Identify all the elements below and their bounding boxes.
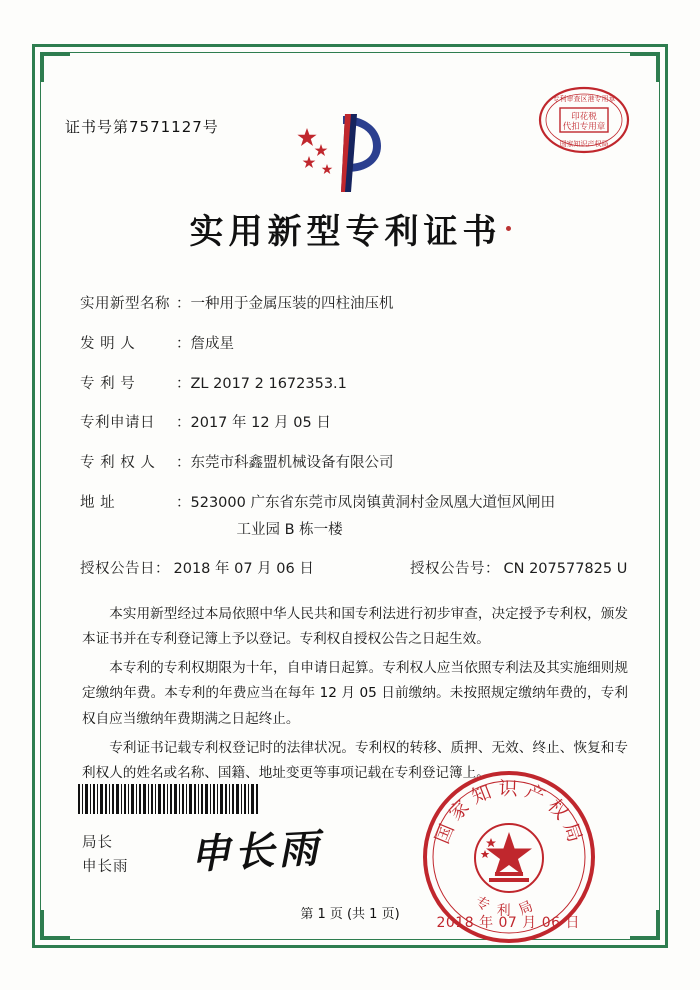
field-colon: ： (176, 296, 191, 312)
address-line-1: 523000 广东省东莞市凤岗镇黄洞村金凤凰大道恒风闸田 (190, 494, 555, 511)
svg-text:印花税: 印花税 (571, 112, 597, 122)
svg-text:专利审查区港专用章: 专利审查区港专用章 (552, 95, 616, 103)
field-label: 地 址 (80, 494, 116, 511)
field-value: 东莞市科鑫盟机械设备有限公司 (190, 455, 394, 471)
director-handwritten-signature: 申长雨 (189, 824, 324, 879)
field-row-application-date (80, 413, 630, 435)
field-label: 专 利 号 (80, 375, 136, 392)
field-label: 发 明 人 (80, 335, 136, 352)
field-label: 实用新型名称 (80, 296, 170, 312)
svg-text:代扣专用章: 代扣专用章 (562, 122, 606, 132)
tax-stamp-seal (534, 84, 634, 156)
grant-publication-value: CN 207577825 U (503, 561, 628, 578)
patent-office-logo-icon (285, 110, 415, 195)
field-row-patent-number (80, 374, 630, 396)
page-title-text: 实用新型专利证书 (189, 212, 502, 252)
field-colon: ： (176, 494, 191, 511)
page-footer: 第 1 页 (共 1 页) (300, 907, 400, 922)
grant-date-group (80, 559, 410, 581)
director-name-label: 申长雨 (82, 858, 129, 875)
field-row-inventor (80, 334, 630, 356)
seal-date: 2018 年 07 月 06 日 (436, 915, 580, 931)
page-title (60, 204, 640, 253)
certificate-fields (80, 294, 630, 591)
address-line-2: 工业园 B 栋一楼 (236, 521, 343, 538)
field-row-address (80, 493, 630, 542)
field-value: 一种用于金属压装的四柱油压机 (190, 296, 394, 312)
field-value: 詹成星 (190, 335, 234, 352)
grant-date-label: 授权公告日 (80, 561, 155, 578)
legal-paragraph: 专利证书记载专利权登记时的法律状况。专利权的转移、质押、无效、终止、恢复和专利权人的姓名或名称、国籍、地址变更等事项记载在专利登记簿上。 (82, 739, 628, 781)
director-role-label: 局长 (82, 835, 113, 851)
field-colon: ： (485, 561, 500, 578)
field-label: 专 利 权 人 (80, 455, 156, 471)
field-colon: ： (155, 561, 170, 578)
certificate-number: 证书号第7571127号 (65, 118, 219, 136)
title-dot-icon (506, 226, 511, 231)
certificate-content (60, 72, 640, 931)
field-colon: ： (176, 415, 191, 432)
grant-date-value: 2018 年 07 月 06 日 (173, 561, 314, 578)
field-label: 专利申请日 (80, 415, 155, 432)
svg-text:国家知识产权局: 国家知识产权局 (431, 777, 588, 851)
field-row-grant (80, 559, 630, 581)
field-colon: ： (176, 455, 191, 471)
field-value (191, 493, 631, 542)
grant-publication-label: 授权公告号 (410, 561, 485, 578)
field-row-patentee (80, 453, 630, 475)
field-row-invention-name (80, 294, 630, 316)
signature-labels (82, 832, 129, 880)
legal-paragraph: 本专利的专利权期限为十年，自申请日起算。专利权人应当依照专利法及其实施细则规定缴纳年费。本专利的年费应当在每年 12 月 05 日前缴纳。未按照规定缴纳年费的，专利权自应当缴纳年费期满之日起终止。 (82, 660, 628, 727)
svg-text:专利局: 专利局 (472, 894, 545, 920)
grant-publication-group (410, 559, 630, 581)
field-colon: ： (176, 375, 191, 392)
legal-paragraph: 本实用新型经过本局依照中华人民共和国专利法进行初步审查，决定授予专利权，颁发本证书并在专利登记簿上予以登记。专利权自授权公告之日起生效。 (82, 606, 628, 648)
barcode (78, 784, 260, 814)
field-colon: ： (176, 335, 191, 352)
svg-text:国家知识产权局: 国家知识产权局 (559, 140, 609, 148)
field-value: ZL 2017 2 1672353.1 (190, 375, 347, 392)
field-value: 2017 年 12 月 05 日 (190, 415, 331, 432)
